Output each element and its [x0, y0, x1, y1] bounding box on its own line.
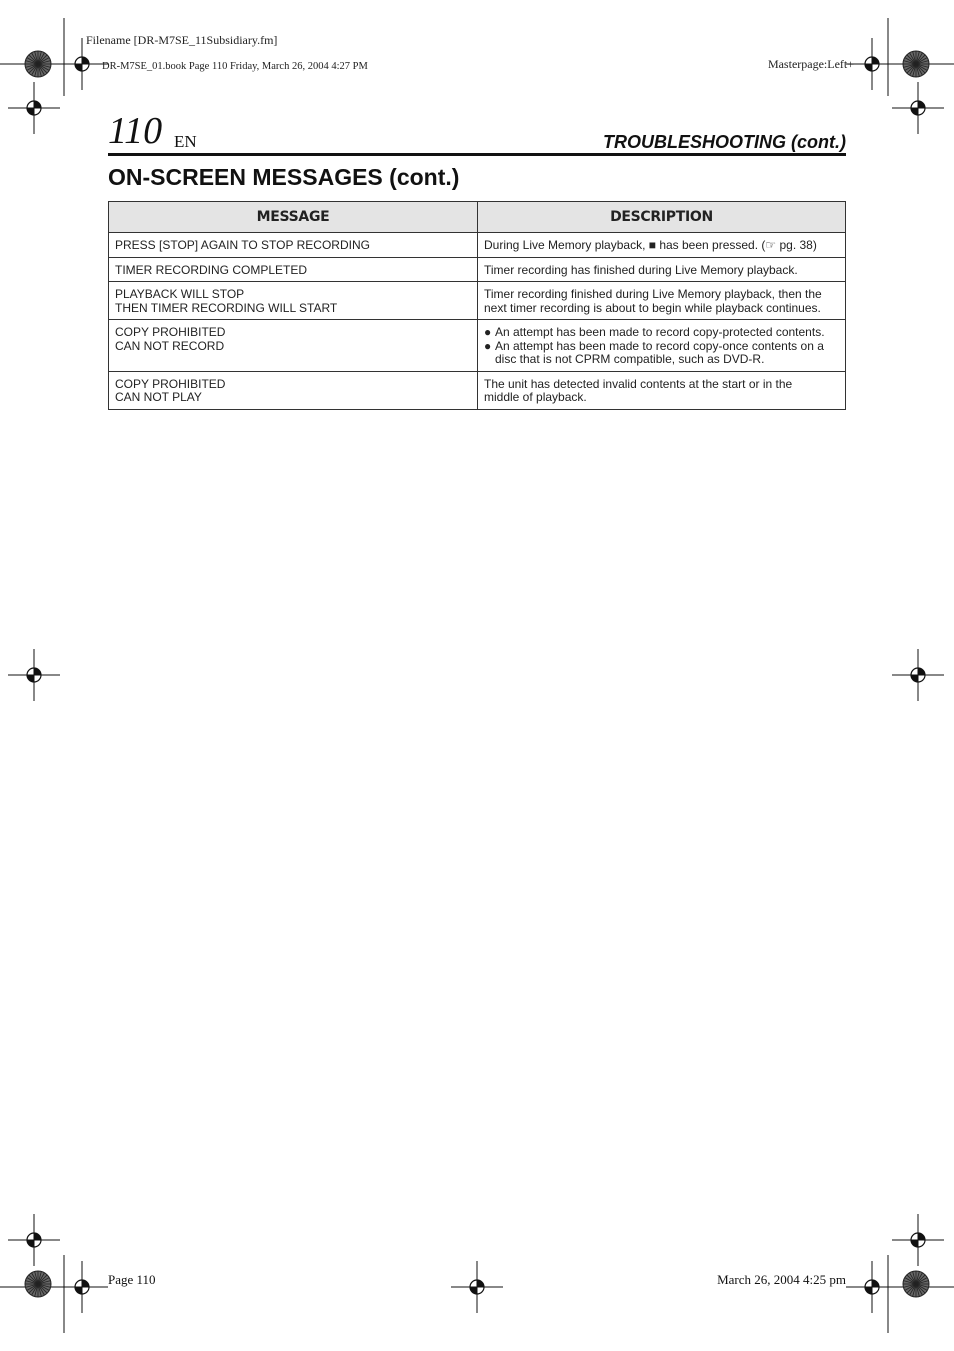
registration-mark-icon [8, 1214, 60, 1266]
description-cell [478, 233, 846, 258]
table-row [109, 371, 846, 409]
message-cell [109, 320, 478, 372]
header-rule [108, 153, 846, 156]
registration-mark-icon [892, 1214, 944, 1266]
registration-mark-icon [892, 649, 944, 701]
description-line: The unit has detected invalid contents at the start or in the [484, 376, 793, 391]
header-book-info: DR-M7SE_01.book Page 110 Friday, March 26, 2004 4:27 PM [102, 61, 368, 72]
message-line: CAN NOT PLAY [115, 390, 202, 404]
message-line: PLAYBACK WILL STOP [115, 287, 245, 301]
table-body [109, 233, 846, 410]
description-cell [478, 371, 846, 409]
page-number: 110 [108, 110, 163, 152]
registration-mark-icon [892, 82, 944, 134]
description-line: middle of playback. [484, 390, 587, 404]
message-cell [109, 233, 478, 258]
description-line: next timer recording is about to begin while playback continues. [484, 300, 821, 315]
header-filename: Filename [DR-M7SE_11Subsidiary.fm] [86, 33, 278, 47]
message-cell [109, 282, 478, 320]
description-text: An attempt has been made to record copy-once contents on a disc that is not CPRM compatible, such as DVD-R. [495, 338, 824, 366]
message-cell [109, 371, 478, 409]
message-line: TIMER RECORDING COMPLETED [115, 262, 308, 277]
description-cell [478, 320, 846, 372]
header-masterpage: Masterpage:Left+ [767, 57, 854, 71]
description-bullet-item [484, 326, 839, 340]
description-line: Timer recording has finished during Live Memory playback. [484, 262, 798, 277]
registration-mark-icon [846, 1261, 898, 1313]
message-line: COPY PROHIBITED [115, 325, 226, 339]
column-header-message: MESSAGE [109, 202, 478, 233]
footer-page: Page 110 [108, 1272, 156, 1287]
page-heading: ON-SCREEN MESSAGES (cont.) [108, 164, 460, 190]
table-row [109, 282, 846, 320]
footer-date: March 26, 2004 4:25 pm [717, 1272, 846, 1287]
table-header-row [109, 202, 846, 233]
table-row [109, 320, 846, 372]
message-line: CAN NOT RECORD [115, 338, 225, 353]
registration-mark-icon [451, 1261, 503, 1313]
page-language: EN [174, 132, 197, 151]
registration-mark-icon [8, 649, 60, 701]
halftone-disc-icon [903, 51, 929, 77]
description-bullet-list [484, 326, 839, 367]
halftone-disc-icon [25, 51, 51, 77]
description-line: Timer recording finished during Live Memory playback, then the [484, 287, 822, 301]
halftone-disc-icon [25, 1271, 51, 1297]
halftone-disc-icon [903, 1271, 929, 1297]
messages-table [108, 201, 846, 410]
description-bullet-item [484, 340, 839, 367]
description-line: During Live Memory playback, ■ has been pressed. (☞ pg. 38) [484, 238, 817, 252]
table-row [109, 257, 846, 282]
description-cell [478, 257, 846, 282]
registration-mark-icon [8, 82, 60, 134]
column-header-description: DESCRIPTION [478, 202, 846, 233]
description-cell [478, 282, 846, 320]
description-text: An attempt has been made to record copy-protected contents. [495, 325, 825, 339]
message-line: COPY PROHIBITED [115, 376, 226, 391]
message-line: THEN TIMER RECORDING WILL START [115, 300, 338, 315]
message-cell [109, 257, 478, 282]
bullet-icon: ● [484, 325, 492, 339]
bullet-icon: ● [484, 338, 492, 353]
section-title: TROUBLESHOOTING (cont.) [603, 132, 846, 152]
message-line: PRESS [STOP] AGAIN TO STOP RECORDING [115, 238, 370, 252]
table-row [109, 233, 846, 258]
